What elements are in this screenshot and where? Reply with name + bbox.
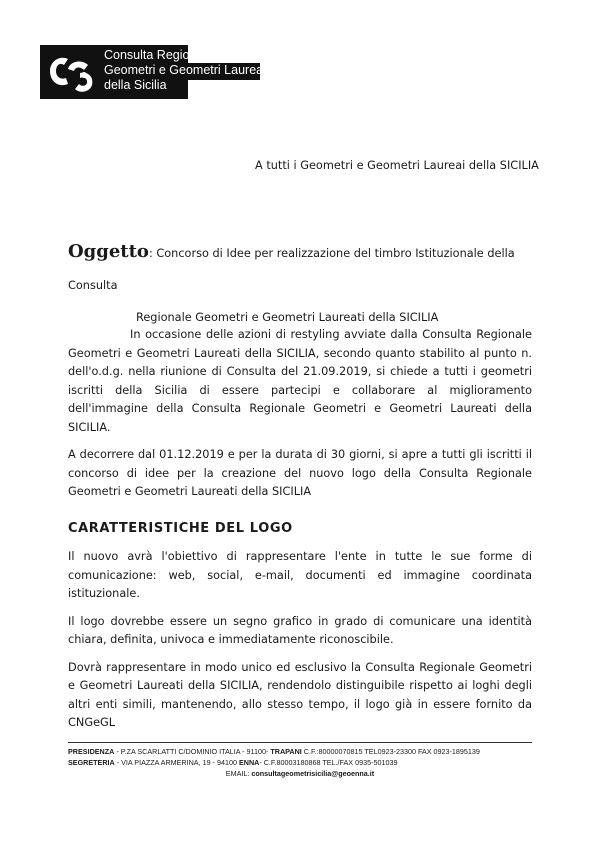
paragraph-5: Dovrà rappresentare in modo unico ed esclusivo la Consulta Regionale Geometri e Geometri Laureati della SICILIA, rendendolo distinguibile rispetto ai loghi degli altri enti simili, mantenendo, allo stesso tempo, il logo già in essere fornito da CNGeGL bbox=[68, 660, 532, 729]
segreteria-label: SEGRETERIA bbox=[68, 758, 115, 767]
trapani-label: TRAPANI bbox=[270, 747, 302, 756]
footer-divider bbox=[68, 742, 532, 743]
paragraph-2: A decorrere dal 01.12.2019 e per la durata di 30 giorni, si apre a tutti gli iscritti il concorso di idee per la creazione del nuovo logo della Consulta Regionale Geometri e Geometri Laureati della SICILIA bbox=[68, 448, 532, 498]
footer-segreteria bbox=[68, 757, 532, 768]
paragraph-4: Il logo dovrebbe essere un segno grafico in grado di comunicare una identità chiara, definita, univoca e immediatamente riconoscibile. bbox=[68, 614, 532, 646]
presidenza-text: - P.ZA SCARLATTI C/DOMINIO ITALIA - 91100- bbox=[114, 747, 271, 756]
paragraph-1: In occasione delle azioni di restyling avviate dalla Consulta Regionale Geometri e Geometri Laureati della SICILIA, secondo quanto stabilito al punto n. dell'o.d.g. nella riunione di Consulta del 21.09.2019, si chiede a tutti i geometri iscritti della Sicilia di essere partecipi e collaborare al miglioramento dell'immagine della Consulta Regionale Geometri e Geometri Laureati della SICILIA. bbox=[68, 328, 532, 434]
logo-line-2: Geometri e Geometri Laureati bbox=[104, 63, 270, 77]
email-label: EMAIL: bbox=[225, 769, 252, 778]
email-link[interactable]: consultageometrisicilia@geoenna.it bbox=[251, 769, 375, 778]
subject-line-1: Concorso di Idee per realizzazione del timbro Istituzionale della Consulta bbox=[68, 247, 515, 292]
recipient: A tutti i Geometri e Geometri Laureai della SICILIA bbox=[255, 159, 539, 172]
subject bbox=[68, 236, 548, 334]
subject-separator: : bbox=[148, 247, 157, 260]
footer-presidenza bbox=[68, 746, 532, 757]
footer bbox=[68, 746, 532, 779]
trapani-text: C.F.:80000070815 TEL0923-23300 FAX 0923-1895139 bbox=[301, 747, 480, 756]
logo bbox=[40, 45, 270, 99]
enna-label: ENNA bbox=[238, 758, 260, 767]
logo-line-3: della Sicilia bbox=[104, 78, 167, 92]
enna-text: - C.F.80003180868 TEL./FAX 0935-501039 bbox=[259, 758, 398, 767]
subject-line-2: Regionale Geometri e Geometri Laureati della SICILIA bbox=[136, 311, 439, 324]
logo-text bbox=[100, 45, 269, 99]
presidenza-label: PRESIDENZA bbox=[68, 747, 115, 756]
footer-email bbox=[68, 768, 532, 779]
paragraph-3: Il nuovo avrà l'obiettivo di rappresentare l'ente in tutte le sue forme di comunicazione: web, social, e-mail, documenti ed immagine coordinata istituzionale. bbox=[68, 550, 532, 600]
letter-body bbox=[68, 326, 532, 742]
subject-label: Oggetto bbox=[68, 241, 149, 262]
logo-mark-icon bbox=[40, 45, 100, 99]
segreteria-text: - VIA PIAZZA ARMERINA, 19 - 94100 bbox=[114, 758, 239, 767]
section-heading: CARATTERISTICHE DEL LOGO bbox=[68, 520, 293, 536]
logo-line-1: Consulta Regionale bbox=[104, 48, 214, 62]
